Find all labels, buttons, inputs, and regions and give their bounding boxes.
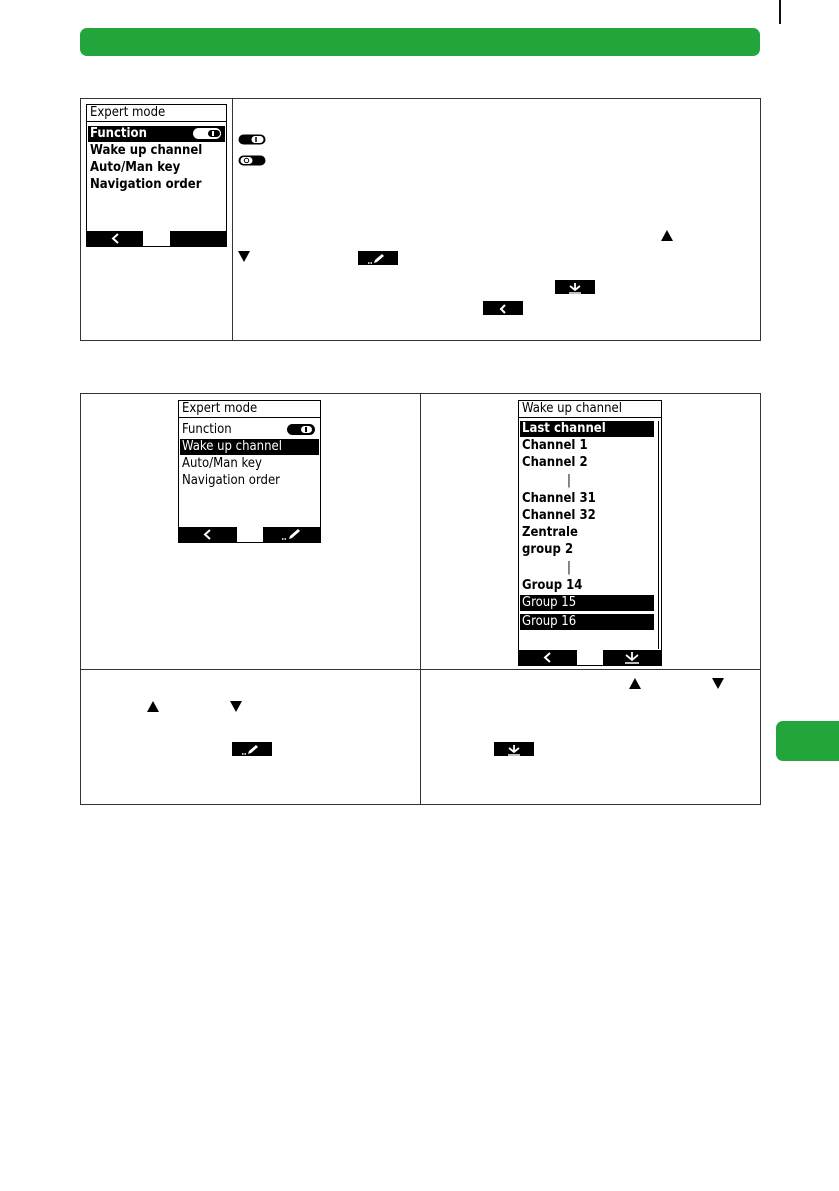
list-item[interactable]: Group 16 [520,614,654,630]
toggle-off-icon [238,155,266,166]
triangle-up-icon [629,678,641,689]
menu-item-auto-man-key[interactable]: Auto/Man key [90,160,181,175]
back-button-icon [483,301,523,315]
toggle-on-icon [287,424,315,435]
triangle-down-icon [712,678,724,689]
save-button-icon [494,742,534,756]
list-item[interactable]: Channel 1 [522,438,588,453]
page-edge-line [779,0,781,24]
menu-item-label: Function [90,126,147,141]
back-softkey[interactable] [179,527,237,542]
device-screen-wake-up-channel [518,400,662,666]
chevron-left-icon [519,650,577,665]
menu-item-wake-up-channel[interactable]: Wake up channel [90,143,203,158]
softkey-bar [519,650,661,665]
triangle-up-icon [147,701,159,712]
toggle-on-icon [238,134,266,145]
back-softkey[interactable] [87,231,143,246]
menu-item-wake-up-channel[interactable]: Wake up channel [180,439,319,455]
header-bar [80,28,760,56]
edit-pencil-icon [263,527,320,542]
menu-item-navigation-order[interactable]: Navigation order [182,473,280,488]
edit-button-icon [358,251,398,265]
list-item[interactable]: Zentrale [522,525,578,540]
triangle-down-icon [238,251,250,262]
triangle-up-icon [661,230,673,241]
list-item[interactable]: Group 14 [522,578,583,593]
edit-softkey[interactable] [263,527,320,542]
save-button-icon [555,280,595,294]
top-table-divider [232,98,233,341]
softkey-bar [179,527,320,542]
chevron-left-icon [179,527,237,542]
menu-item-navigation-order[interactable]: Navigation order [90,177,202,192]
screen-title: Wake up channel [519,401,661,418]
menu-item-label: Function [182,422,232,437]
softkey-bar [87,231,226,246]
toggle-on-icon [193,128,221,139]
list-item[interactable]: Channel 32 [522,508,596,523]
save-download-icon [555,281,595,295]
edit-pencil-icon [232,743,272,757]
chapter-tab [776,721,839,761]
bottom-table-vdivider [420,393,421,805]
list-ellipsis: | [567,560,571,575]
menu-item-auto-man-key[interactable]: Auto/Man key [182,456,262,471]
device-screen-expert-mode-2 [178,400,321,543]
chevron-left-icon [483,302,523,316]
save-softkey[interactable] [603,650,661,665]
triangle-down-icon [230,701,242,712]
back-softkey[interactable] [519,650,577,665]
list-item[interactable]: Channel 31 [522,491,596,506]
list-item[interactable]: Channel 2 [522,455,588,470]
right-softkey[interactable] [170,231,226,246]
scrollbar[interactable] [658,421,660,649]
save-download-icon [494,743,534,757]
list-ellipsis: | [567,473,571,488]
list-item[interactable]: Group 15 [520,595,654,611]
bottom-table-hdivider [80,669,761,670]
chevron-left-icon [87,231,143,246]
menu-item-function[interactable] [88,126,225,142]
list-item[interactable]: Last channel [520,421,654,437]
device-screen-expert-mode [86,104,227,247]
edit-pencil-icon [358,252,398,266]
edit-button-icon [232,742,272,756]
list-item[interactable]: group 2 [522,542,574,557]
screen-title: Expert mode [87,105,226,122]
save-download-icon [603,650,661,665]
menu-item-function[interactable] [180,422,319,438]
screen-title: Expert mode [179,401,320,418]
